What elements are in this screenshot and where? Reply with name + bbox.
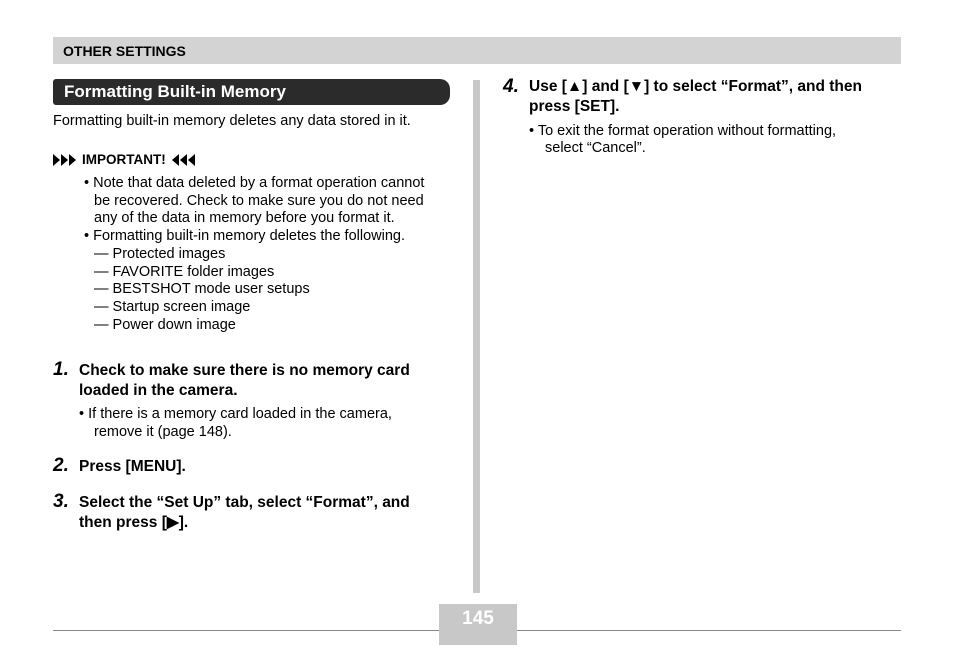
column-divider (473, 80, 480, 593)
page-title: Formatting Built-in Memory (64, 82, 286, 101)
list-item: — FAVORITE folder images (94, 264, 275, 280)
step-number: 4. (503, 76, 519, 97)
step-number: 3. (53, 491, 69, 512)
list-item: — Protected images (94, 246, 226, 262)
page-number-box (439, 604, 517, 645)
important-label: IMPORTANT! (82, 152, 166, 167)
list-item: — BESTSHOT mode user setups (94, 281, 310, 297)
step-instruction: then press [▶]. (79, 514, 189, 531)
list-item: — Startup screen image (94, 299, 251, 315)
step-instruction: Press [MENU]. (79, 458, 186, 475)
step-instruction: press [SET]. (529, 98, 620, 115)
section-header-bar (53, 37, 901, 64)
intro-text: Formatting built-in memory deletes any data stored in it. (53, 113, 411, 129)
section-title-bar (53, 79, 450, 105)
important-note-line: any of the data in memory before you format it. (94, 210, 395, 226)
step-instruction: loaded in the camera. (79, 382, 238, 399)
section-header-label: OTHER SETTINGS (63, 43, 186, 59)
step-note: • To exit the format operation without formatting, (529, 123, 837, 139)
step-number: 1. (53, 359, 69, 380)
important-note-line: be recovered. Check to make sure you do not need (94, 193, 424, 209)
step-note: • If there is a memory card loaded in the camera, (79, 406, 392, 422)
important-heading (53, 152, 195, 167)
left-arrows-icon (172, 154, 195, 166)
step-note: remove it (page 148). (94, 424, 232, 440)
page-number: 145 (462, 608, 494, 629)
step-instruction: Select the “Set Up” tab, select “Format”, and (79, 494, 410, 511)
important-note-line: • Formatting built-in memory deletes the following. (84, 228, 405, 244)
step-instruction: Use [▲] and [▼] to select “Format”, and then (529, 78, 862, 95)
step-instruction: Check to make sure there is no memory card (79, 362, 410, 379)
step-note: select “Cancel”. (545, 140, 646, 156)
list-item: — Power down image (94, 317, 236, 333)
step-number: 2. (53, 455, 69, 476)
important-note-line: • Note that data deleted by a format operation cannot (84, 175, 425, 191)
right-arrows-icon (53, 154, 76, 166)
